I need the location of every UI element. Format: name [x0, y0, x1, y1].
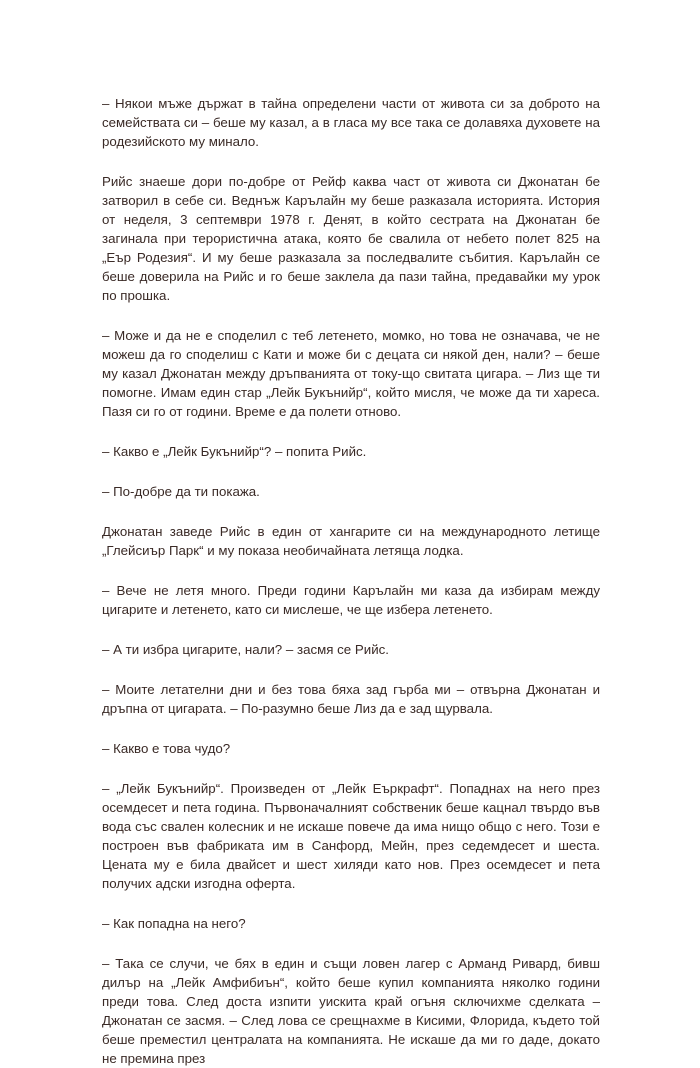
paragraph: – Някои мъже държат в тайна определени части от живота си за доброто на семействата си – беше му казал, а в гласа му все така се долавяха духовете на родезийското му минало. — [102, 96, 600, 149]
paragraph: Рийс знаеше дори по-добре от Рейф каква част от живота си Джонатан бе затворил в себе си. Веднъж Карълайн му беше разказала историята. История от неделя, 3 септември 1978 г. Денят, в който сестрата на Джонатан бе загинала при терористична атака, която бе свалила от небето полет 825 на „Еър Родезия“. И му беше разказала за последвалите събития. Карълайн се беше доверила на Рийс и го беше заклела да пази тайна, предавайки му урок по прошка. — [102, 174, 600, 303]
paragraph: – А ти избра цигарите, нали? – засмя се Рийс. — [102, 642, 389, 657]
paragraph: – Какво е това чудо? — [102, 741, 231, 756]
paragraph: – По-добре да ти покажа. — [102, 484, 260, 499]
paragraph: – Моите летателни дни и без това бяха зад гърба ми – отвърна Джонатан и дръпна от цигарата. – По-разумно беше Лиз да е зад щурвала. — [102, 682, 600, 716]
paragraph: – „Лейк Букънийр“. Произведен от „Лейк Еъркрафт“. Попаднах на него през осемдесет и пета година. Първоначалният собственик беше кацнал твърдо във вода със свален колесник и не искаше повече да има нищо общо с него. Този е построен във фабриката им в Санфорд, Мейн, през седемдесет и шеста. Цената му е била двайсет и шест хиляди като нов. През осемдесет и пета получих адски изгодна оферта. — [102, 781, 600, 891]
paragraph: – Може и да не е споделил с теб летенето, момко, но това не означава, че не можеш да го споделиш с Кати и може би с децата си някой ден, нали? – беше му казал Джонатан между дръпванията от току-що свитата цигара. – Лиз ще ти помогне. Имам един стар „Лейк Букънийр“, който мисля, че може да ти хареса. Пазя си го от години. Време е да полети отново. — [102, 328, 600, 419]
paragraph: – Как попадна на него? — [102, 916, 246, 931]
paragraph: – Какво е „Лейк Букънийр“? – попита Рийс. — [102, 444, 367, 459]
paragraph: – Вече не летя много. Преди години Карълайн ми каза да избирам между цигарите и летенето, като си мислеше, че ще избера летенето. — [102, 583, 600, 617]
paragraph: Джонатан заведе Рийс в един от хангарите си на международното летище „Глейсиър Парк“ и му показа необичайната летяща лодка. — [102, 524, 600, 558]
paragraph: – Така се случи, че бях в един и същи ловен лагер с Арманд Ривард, бивш дилър на „Лейк Амфибиън“, който беше купил компанията няколко години преди това. След доста изпити уискита край огъня сключихме сделката – Джонатан се засмя. – След лова се срещнахме в Кисими, Флорида, където той беше преместил централата на компанията. Не искаше да ми го даде, докато не премина през — [102, 956, 600, 1066]
